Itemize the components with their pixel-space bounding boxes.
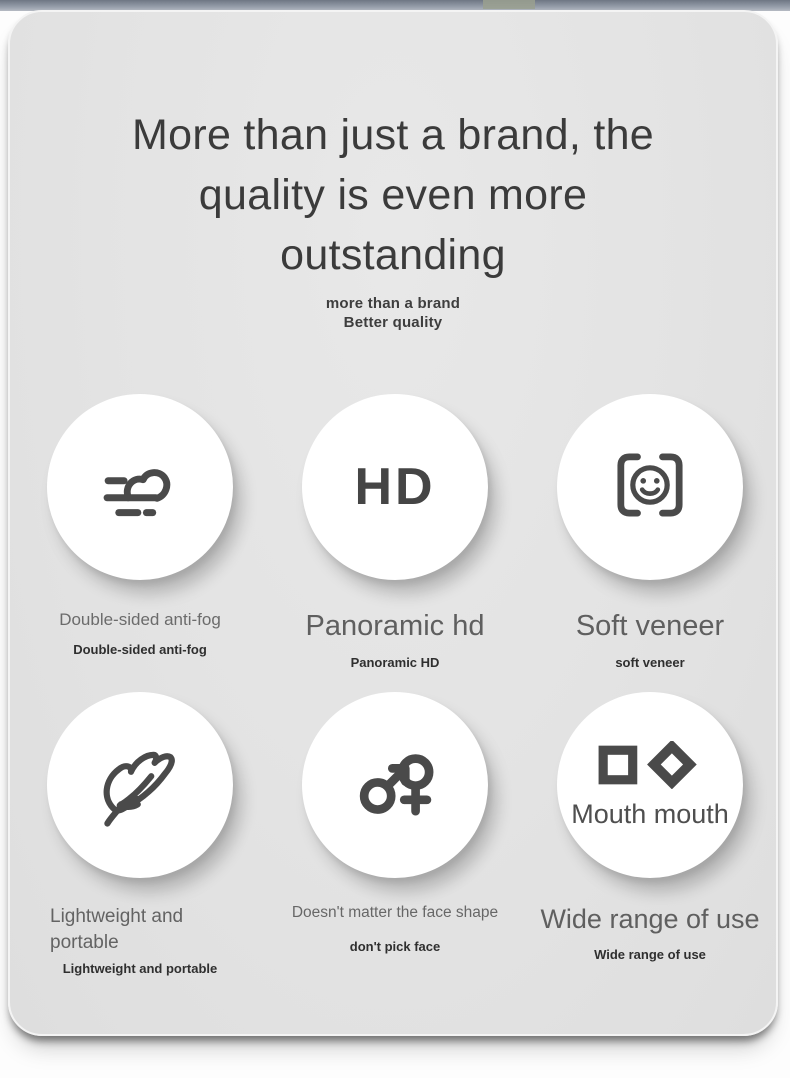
feature-grid [10,384,776,976]
feature-card-wide-range [520,682,780,976]
feature-circle [302,692,488,878]
face-scan-smiley-icon [600,435,700,540]
feature-circle [47,394,233,580]
feature-card-anti-fog [10,384,270,682]
feature-panel-card [8,10,778,1036]
page-title-line: More than just a brand, the [131,111,655,159]
feature-subtitle: soft veneer [615,655,685,670]
feature-card-soft-veneer [520,384,780,682]
feature-title: Soft veneer [575,610,725,642]
feature-circle [302,394,488,580]
top-edge-artifact [483,0,535,9]
page-title-line: quality is even more [198,171,588,219]
page-title-line: outstanding [280,231,506,279]
feature-title: Doesn't matter the face shape [291,904,499,921]
male-female-gender-icon [343,731,447,840]
feature-title: Panoramic hd [305,610,485,642]
feature-subtitle: don't pick face [349,939,441,954]
feature-subtitle: Double-sided anti-fog [73,642,207,657]
feature-subtitle: Wide range of use [594,947,706,962]
feature-title: Lightweight and portable [50,906,184,953]
hd-icon: HD [354,458,436,516]
page-subtitle [10,294,776,332]
feature-subtitle: Panoramic HD [350,655,440,670]
subtitle-line: Better quality [343,314,443,331]
feature-title: Double-sided anti-fog [59,610,221,629]
feature-circle [557,692,743,878]
feature-circle [47,692,233,878]
feature-subtitle: Lightweight and portable [62,961,218,976]
subtitle-line: more than a brand [325,295,461,312]
square-diamond-shapes-icon [594,741,706,794]
feature-title: Wide range of use [540,904,760,934]
feather-icon [86,729,194,842]
shapes-icon-label: Mouth mouth [571,798,729,829]
feature-card-lightweight [10,682,270,976]
header [10,12,776,332]
feature-circle [557,394,743,580]
feature-card-face-shape [270,682,520,976]
anti-fog-cloud-icon [89,434,191,541]
feature-card-panoramic-hd [270,384,520,682]
